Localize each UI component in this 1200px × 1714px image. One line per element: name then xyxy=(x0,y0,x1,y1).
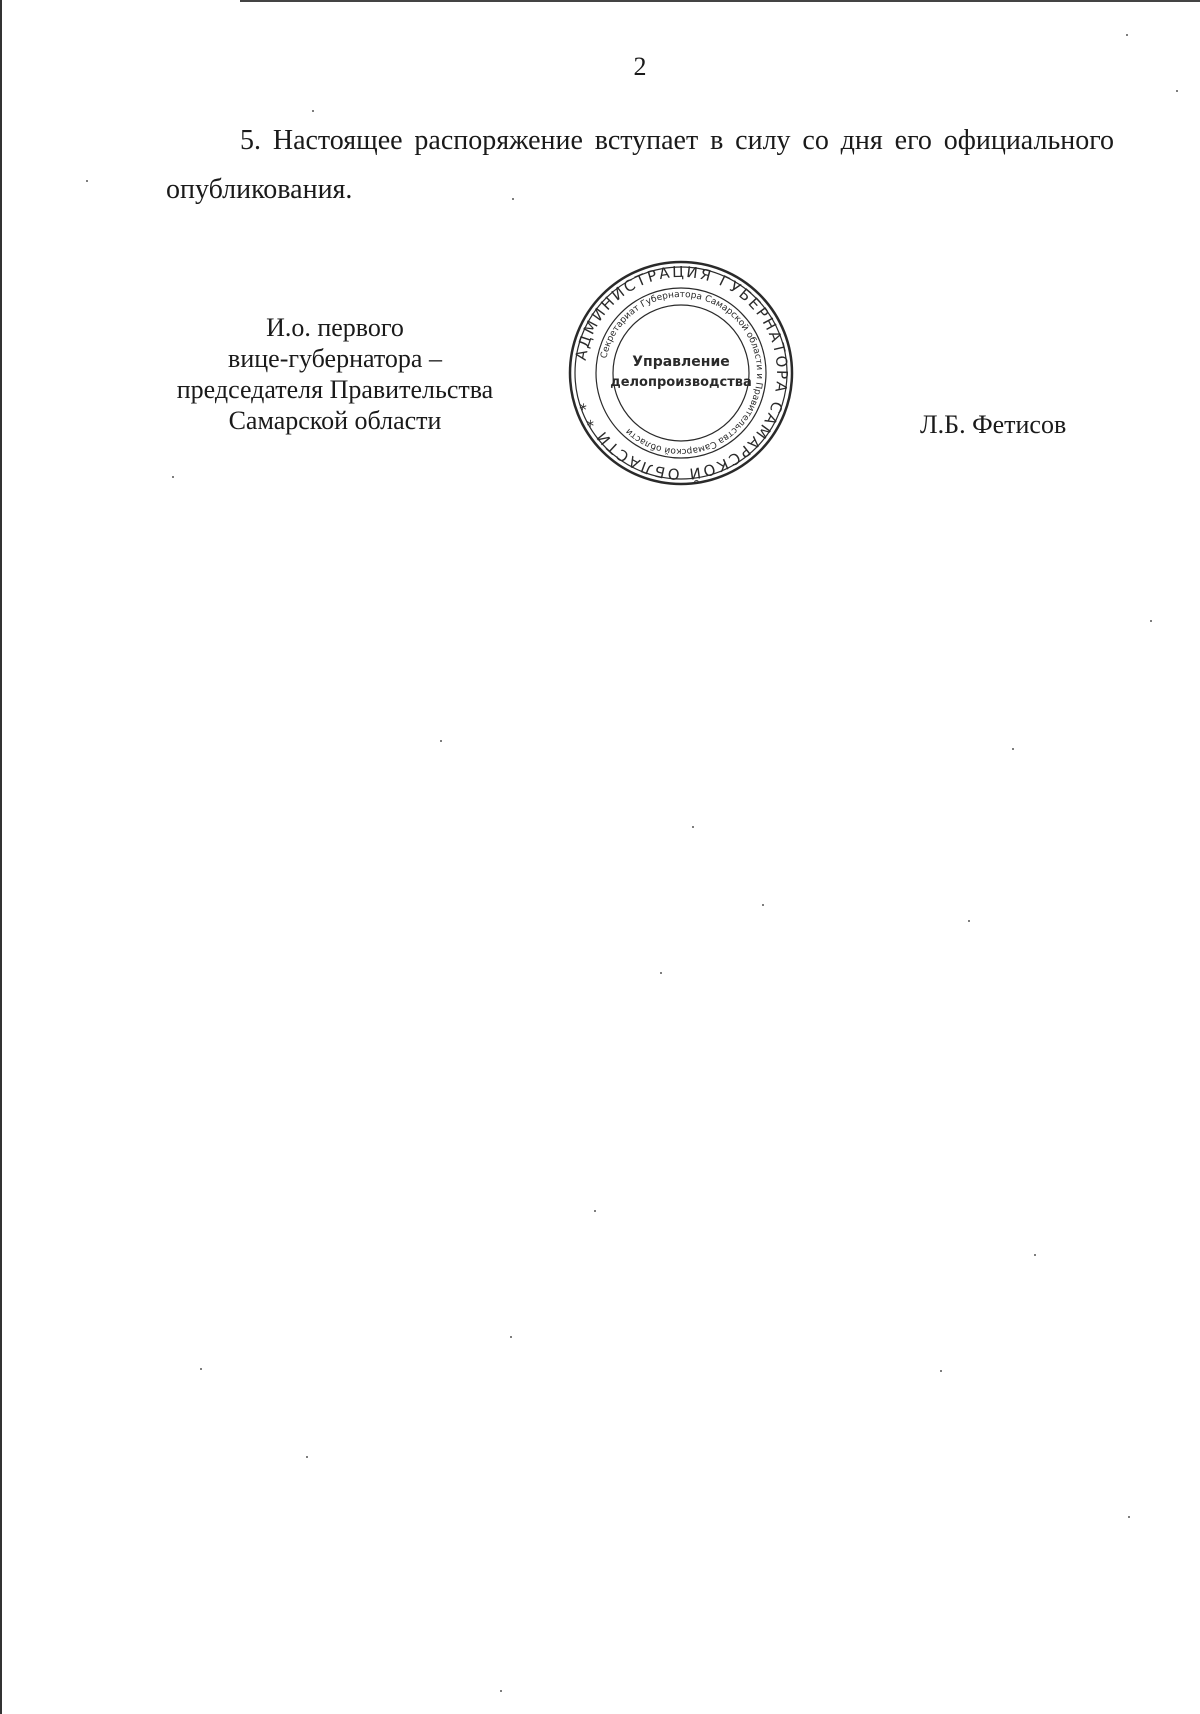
scan-speck xyxy=(968,920,970,922)
signer-position-line: И.о. первого xyxy=(266,313,404,342)
scan-edge-top xyxy=(240,0,1200,2)
scan-speck xyxy=(692,826,694,828)
signer-position-line: вице-губернатора – xyxy=(228,344,442,373)
scan-speck xyxy=(1150,620,1152,622)
scan-speck xyxy=(312,110,314,112)
scan-speck xyxy=(200,1368,202,1370)
scan-speck xyxy=(510,1336,512,1338)
page-number: 2 xyxy=(633,52,647,81)
scan-speck xyxy=(1128,1516,1130,1518)
svg-text:Секретариат Губернатора Самарс xyxy=(599,290,764,456)
scan-speck xyxy=(940,1370,942,1372)
scan-speck xyxy=(172,476,174,478)
scan-speck xyxy=(86,180,88,182)
signer-name: Л.Б. Фетисов xyxy=(920,410,1067,439)
signer-position-line: председателя Правительства xyxy=(176,375,494,404)
scan-speck xyxy=(1126,34,1128,36)
paragraph-5: 5. Настоящее распоряжение вступает в силу со дня его официального опубликования. xyxy=(166,125,1114,205)
seal-outer-text: АДМИНИСТРАЦИЯ ГУБЕРНАТОРА САМАРСКОЙ ОБЛАСТИ * * xyxy=(571,262,792,484)
scan-speck xyxy=(512,198,514,200)
scan-speck xyxy=(660,972,662,974)
seal-inner-text: Секретариат Губернатора Самарской области и Правительства Самарской области xyxy=(599,289,765,457)
signer-position xyxy=(160,312,510,436)
scan-speck xyxy=(440,740,442,742)
signer-position-line: Самарской области xyxy=(228,406,442,435)
seal-center-line-2: делопроизводства xyxy=(610,375,752,390)
scan-speck xyxy=(500,1690,502,1692)
scan-speck xyxy=(306,1456,308,1458)
scan-speck xyxy=(1034,1254,1036,1256)
scan-speck xyxy=(1176,90,1178,92)
seal-center-line-1: Управление xyxy=(632,354,730,370)
scan-speck xyxy=(1012,748,1014,750)
scan-edge-left xyxy=(0,0,2,1714)
scan-speck xyxy=(594,1210,596,1212)
official-seal xyxy=(568,260,794,486)
scan-speck xyxy=(762,904,764,906)
